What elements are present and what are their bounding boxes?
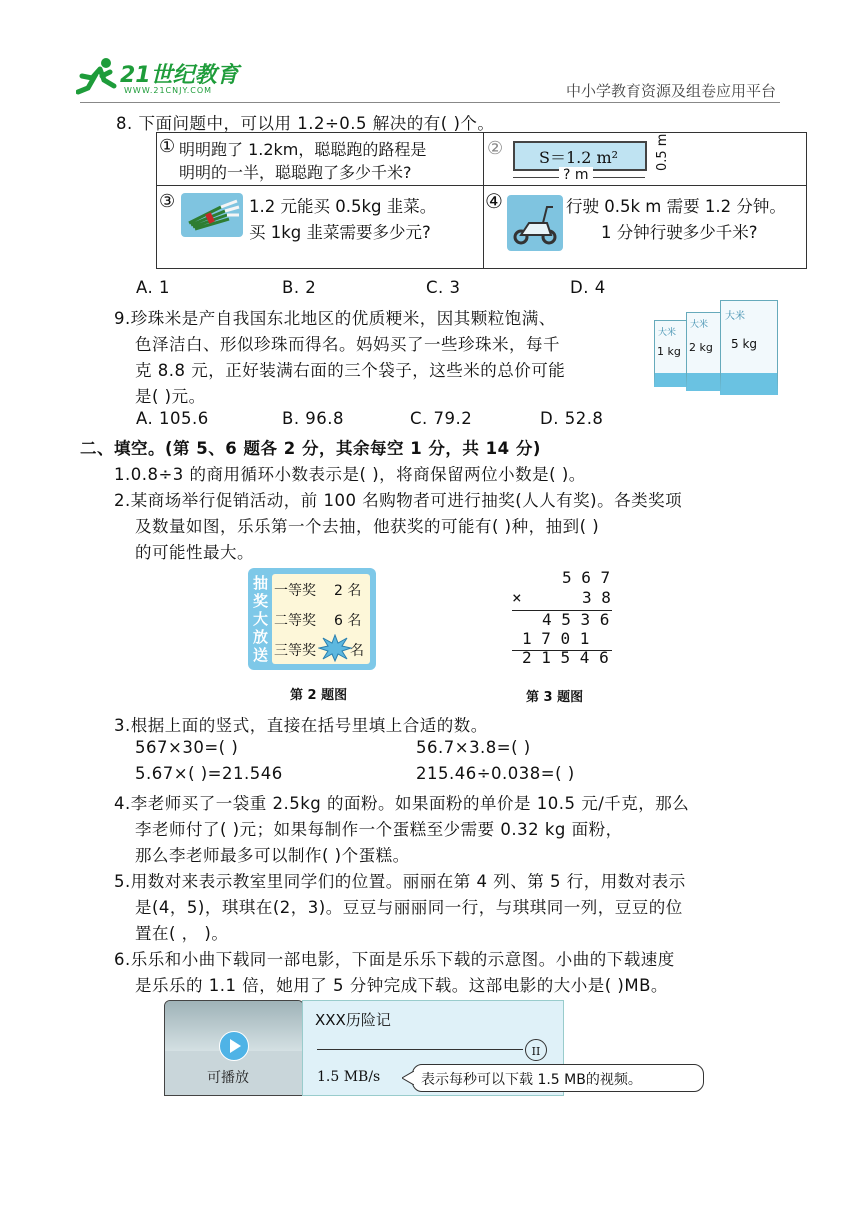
prize-board [248, 568, 376, 670]
prize-banner [252, 572, 270, 666]
platform-name: 中小学教育资源及组卷应用平台 [566, 82, 777, 100]
fill1-line1: 1.0.8÷3 的商用循环小数表示是( )，将商保留两位小数是( )。 [114, 465, 586, 484]
runner-logo-icon [76, 56, 120, 96]
prize-name: 三等奖 [274, 643, 316, 659]
q8-choice-table [156, 132, 807, 269]
fill4-line3: 那么李老师最多可以制作( )个蛋糕。 [135, 846, 410, 865]
fill3-b: 56.7×3.8=( ) [416, 738, 531, 757]
q9-option-a: A. 105.6 [136, 409, 209, 428]
rectangle-side-label: 0.5 m [655, 133, 670, 171]
q9-line3: 克 8.8 元，正好装满右面的三个袋子，这些米的总价可能 [135, 361, 566, 380]
mult-row5: 2 1 5 4 6 [522, 648, 609, 667]
download-progress-track [317, 1049, 523, 1050]
choice-3-number: ③ [159, 191, 176, 212]
banner-char: 抽 [253, 574, 269, 592]
bag-weight: 1 kg [657, 345, 681, 358]
prize-name: 二等奖 [274, 613, 316, 629]
ink-splash-icon [318, 634, 352, 662]
fill3-c: 5.67×( )=21.546 [135, 764, 283, 783]
vertical-multiplication [506, 568, 616, 668]
play-icon [220, 1032, 248, 1060]
play-button[interactable] [219, 1031, 249, 1061]
choice-4-line2: 1 分钟行驶多少千米? [601, 223, 758, 242]
banner-char: 放 [253, 628, 269, 646]
table-vdivider [483, 133, 484, 268]
choice-4-number: ④ [485, 189, 503, 213]
rice-bag-5kg [720, 300, 778, 395]
video-thumbnail [164, 1000, 304, 1096]
q8-option-a: A. 1 [136, 278, 170, 297]
pause-button[interactable] [525, 1039, 547, 1061]
download-speed: 1.5 MB/s [317, 1069, 381, 1085]
fill4-line1: 4.李老师买了一袋重 2.5kg 的面粉。如果面粉的单价是 10.5 元/千克，那么 [114, 794, 690, 813]
speed-note: 表示每秒可以下载 1.5 MB的视频。 [421, 1072, 642, 1088]
scooter-icon [507, 195, 563, 251]
prize-name: 一等奖 [274, 583, 316, 599]
chives-picture [181, 193, 243, 237]
fill5-line3: 置在( ， )。 [135, 924, 229, 943]
fill2-line3: 的可能性最大。 [135, 543, 254, 562]
q8-stem: 8. 下面问题中，可以用 1.2÷0.5 解决的有( )个。 [116, 114, 495, 133]
banner-char: 奖 [253, 592, 269, 610]
prize-count: 6 名 [334, 613, 362, 629]
logo-url: WWW.21CNJY.COM [124, 86, 213, 95]
choice-1-number: ① [159, 136, 176, 157]
header-rule [80, 102, 780, 103]
q9-line4: 是( )元。 [135, 387, 206, 406]
choice-1-line1: 明明跑了 1.2km，聪聪跑的路程是 [179, 140, 427, 159]
choice-3-line1: 1.2 元能买 0.5kg 韭菜。 [249, 197, 437, 216]
bag-brand: 大米 [725, 311, 745, 322]
section2-title: 二、填空。(第 5、6 题各 2 分，其余每空 1 分，共 14 分) [80, 439, 541, 458]
bag-weight: 5 kg [731, 337, 758, 351]
fill4-line2: 李老师付了( )元；如果每制作一个蛋糕至少需要 0.32 kg 面粉， [135, 820, 623, 839]
q9-option-c: C. 79.2 [410, 409, 473, 428]
pause-icon: II [531, 1045, 541, 1058]
callout-pointer-icon [402, 1071, 414, 1085]
q8-option-c: C. 3 [426, 278, 461, 297]
mult-row1: 5 6 7 [562, 568, 611, 587]
table-hdivider [157, 185, 806, 186]
mult-row4: 1 7 0 1 [522, 629, 590, 648]
bag-weight: 2 kg [689, 341, 713, 354]
rice-bags-picture [654, 300, 784, 376]
prize-count: 名 [350, 643, 364, 659]
choice-1-line2: 明明的一半，聪聪跑了多少千米? [179, 163, 412, 182]
movie-title: XXX历险记 [315, 1011, 391, 1029]
rectangle-area-label: S＝1.2 m² [539, 148, 619, 167]
fill2-line1: 2.某商场举行促销活动，前 100 名购物者可进行抽奖(人人有奖)。各类奖项 [114, 491, 683, 510]
figure2-caption: 第 2 题图 [290, 688, 348, 703]
mult-row2: 3 8 [582, 588, 611, 607]
figure3-caption: 第 3 题图 [526, 690, 584, 705]
prize-list [272, 574, 370, 664]
q8-option-d: D. 4 [570, 278, 606, 297]
fill5-line2: 是(4，5)，琪琪在(2，3)。豆豆与丽丽同一行，与琪琪同一列，豆豆的位 [135, 898, 683, 917]
logo-text: 21世纪教育 [120, 63, 239, 88]
choice-2-number: ② [487, 138, 504, 159]
scooter-picture [507, 195, 563, 251]
bag-brand: 大米 [690, 320, 709, 330]
prize-count: 2 名 [334, 583, 362, 599]
mult-row3: 4 5 3 6 [542, 610, 610, 629]
fill6-line2: 是乐乐的 1.1 倍，她用了 5 分钟完成下载。这部电影的大小是( )MB。 [135, 976, 668, 995]
speed-callout [412, 1064, 704, 1092]
download-illustration [164, 1000, 704, 1096]
fill6-line1: 6.乐乐和小曲下载同一部电影，下面是乐乐下载的示意图。小曲的下载速度 [114, 950, 675, 969]
fill3-a: 567×30=( ) [135, 738, 239, 757]
fill5-line1: 5.用数对来表示教室里同学们的位置。丽丽在第 4 列、第 5 行，用数对表示 [114, 872, 686, 891]
play-label: 可播放 [207, 1070, 249, 1086]
choice-3-line2: 买 1kg 韭菜需要多少元? [249, 223, 431, 242]
header-logo [76, 56, 239, 98]
fill2-line2: 及数量如图，乐乐第一个去抽，他获奖的可能有( )种，抽到( ) [135, 517, 600, 536]
q9-option-b: B. 96.8 [282, 409, 345, 428]
q9-option-d: D. 52.8 [540, 409, 604, 428]
rice-bag-2kg [686, 312, 724, 391]
rectangle-bottom-label: ? m [559, 167, 593, 183]
q9-line2: 色泽洁白、形似珍珠而得名。妈妈买了一些珍珠米，每千 [135, 335, 560, 354]
q9-line1: 9.珍珠米是产自我国东北地区的优质粳米，因其颗粒饱满、 [114, 309, 556, 328]
mult-times: × [512, 588, 522, 607]
fill3-line1: 3.根据上面的竖式，直接在括号里填上合适的数。 [114, 716, 488, 735]
banner-char: 送 [253, 646, 269, 664]
banner-char: 大 [253, 610, 269, 628]
chives-icon [181, 193, 243, 237]
fill3-d: 215.46÷0.038=( ) [416, 764, 575, 783]
q8-option-b: B. 2 [282, 278, 317, 297]
bag-brand: 大米 [658, 328, 677, 338]
choice-4-line1: 行驶 0.5k m 需要 1.2 分钟。 [566, 197, 786, 216]
